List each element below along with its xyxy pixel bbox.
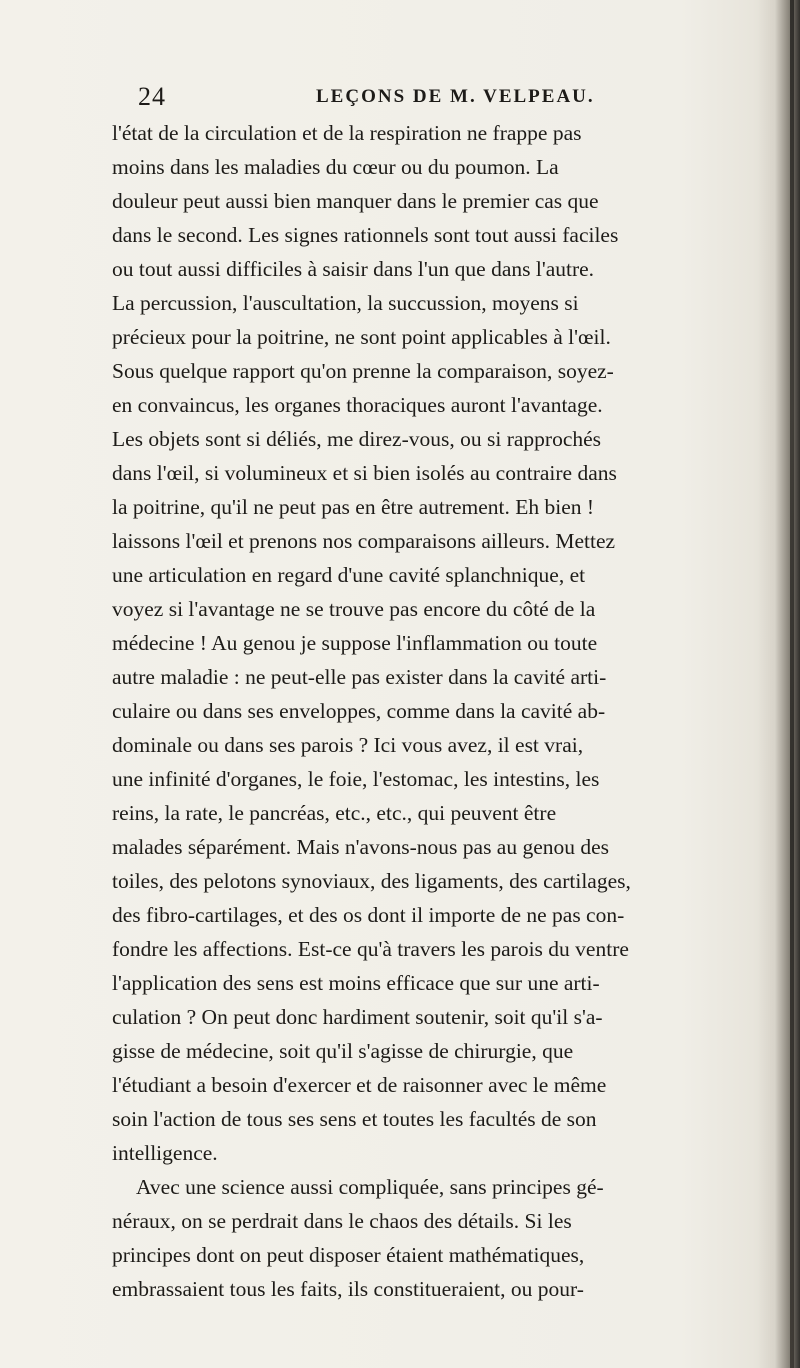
text-line: l'application des sens est moins efficace que sur une arti- bbox=[112, 971, 600, 995]
text-line: voyez si l'avantage ne se trouve pas encore du côté de la bbox=[112, 597, 596, 621]
text-line: malades séparément. Mais n'avons-nous pas au genou des bbox=[112, 835, 610, 859]
text-line: Sous quelque rapport qu'on prenne la comparaison, soyez- bbox=[112, 359, 614, 383]
text-line: néraux, on se perdrait dans le chaos des détails. Si les bbox=[112, 1209, 572, 1233]
text-line: reins, la rate, le pancréas, etc., etc., qui peuvent être bbox=[112, 801, 557, 825]
text-line: soin l'action de tous ses sens et toutes les facultés de son bbox=[112, 1107, 597, 1131]
text-line: l'état de la circulation et de la respiration ne frappe pas bbox=[112, 121, 582, 145]
text-line: dominale ou dans ses parois ? Ici vous avez, il est vrai, bbox=[112, 733, 584, 757]
text-line: une articulation en regard d'une cavité splanchnique, et bbox=[112, 563, 586, 587]
text-line: la poitrine, qu'il ne peut pas en être autrement. Eh bien ! bbox=[112, 495, 595, 519]
text-line: douleur peut aussi bien manquer dans le premier cas que bbox=[112, 189, 599, 213]
text-line: La percussion, l'auscultation, la succussion, moyens si bbox=[112, 291, 579, 315]
page-number: 24 bbox=[138, 82, 166, 111]
text-line: principes dont on peut disposer étaient mathématiques, bbox=[112, 1243, 585, 1267]
text-line: l'étudiant a besoin d'exercer et de raisonner avec le même bbox=[112, 1073, 607, 1097]
text-line: précieux pour la poitrine, ne sont point applicables à l'œil. bbox=[112, 325, 611, 349]
binding-edge bbox=[790, 0, 794, 1368]
text-line: embrassaient tous les faits, ils constitueraient, ou pour- bbox=[112, 1277, 584, 1301]
text-line: autre maladie : ne peut-elle pas exister dans la cavité arti- bbox=[112, 665, 607, 689]
text-line: culation ? On peut donc hardiment soutenir, soit qu'il s'a- bbox=[112, 1005, 603, 1029]
text-line: Avec une science aussi compliquée, sans principes gé- bbox=[136, 1175, 604, 1199]
text-line: ou tout aussi difficiles à saisir dans l'un que dans l'autre. bbox=[112, 257, 595, 281]
text-line: dans le second. Les signes rationnels sont tout aussi faciles bbox=[112, 223, 619, 247]
text-line: moins dans les maladies du cœur ou du poumon. La bbox=[112, 155, 559, 179]
text-line: gisse de médecine, soit qu'il s'agisse de chirurgie, que bbox=[112, 1039, 574, 1063]
text-line: Les objets sont si déliés, me direz-vous, ou si rapprochés bbox=[112, 427, 602, 451]
text-line: une infinité d'organes, le foie, l'estomac, les intestins, les bbox=[112, 767, 600, 791]
text-line: culaire ou dans ses enveloppes, comme dans la cavité ab- bbox=[112, 699, 606, 723]
text-line: intelligence. bbox=[112, 1141, 218, 1165]
text-line: des fibro-cartilages, et des os dont il importe de ne pas con- bbox=[112, 903, 625, 927]
text-line: fondre les affections. Est-ce qu'à travers les parois du ventre bbox=[112, 937, 629, 961]
text-line: médecine ! Au genou je suppose l'inflammation ou toute bbox=[112, 631, 598, 655]
text-line: en convaincus, les organes thoraciques auront l'avantage. bbox=[112, 393, 603, 417]
running-head: LEÇONS DE M. VELPEAU. bbox=[316, 86, 595, 107]
text-line: dans l'œil, si volumineux et si bien isolés au contraire dans bbox=[112, 461, 617, 485]
text-line: laissons l'œil et prenons nos comparaisons ailleurs. Mettez bbox=[112, 529, 616, 553]
text-line: toiles, des pelotons synoviaux, des ligaments, des cartilages, bbox=[112, 869, 631, 893]
